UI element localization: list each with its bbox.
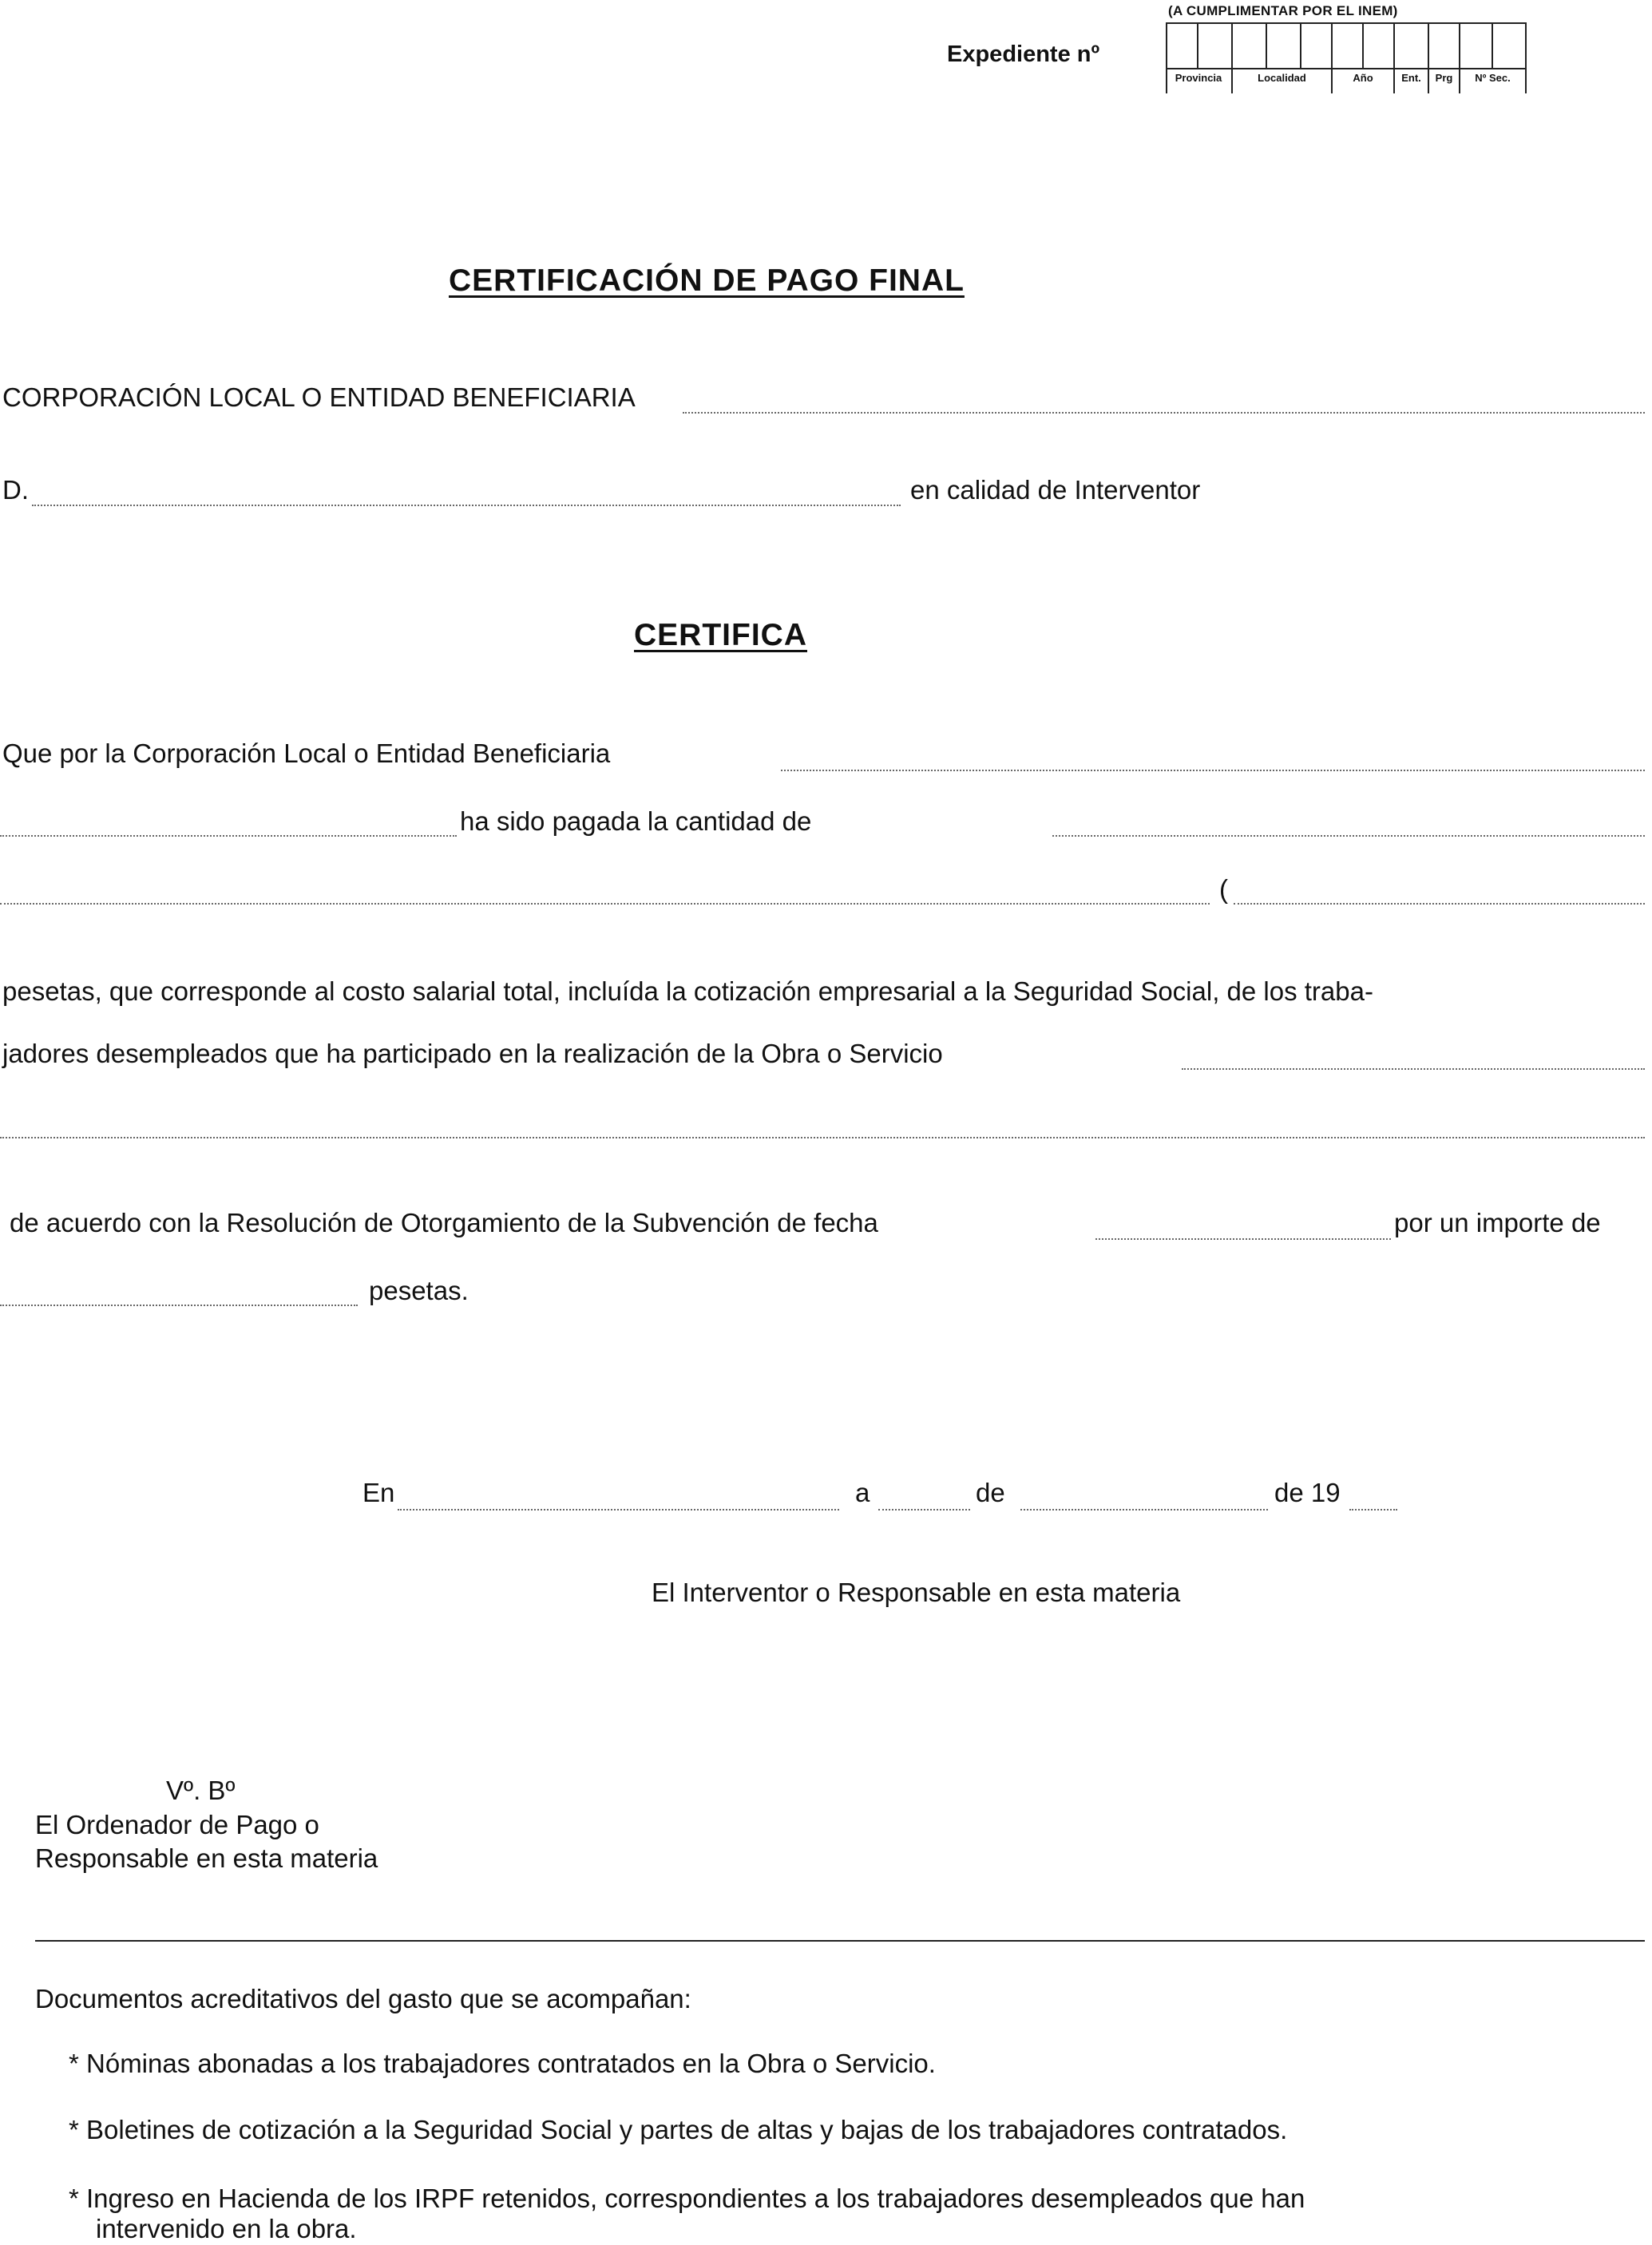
body-line-2: ha sido pagada la cantidad de xyxy=(460,806,812,836)
inem-note: (A CUMPLIMENTAR POR EL INEM) xyxy=(1168,3,1398,18)
vobo-line-1: El Ordenador de Pago o xyxy=(35,1810,319,1839)
obra-servicio-field-cont[interactable] xyxy=(0,1137,1645,1138)
year-field[interactable] xyxy=(1349,1509,1397,1511)
place-a: a xyxy=(855,1478,870,1507)
vobo-mark: Vº. Bº xyxy=(166,1776,236,1805)
expediente-number-grid[interactable] xyxy=(1166,22,1527,93)
body-line-5: jadores desempleados que ha participado en la realización de la Obra o Servicio xyxy=(2,1039,943,1068)
day-field[interactable] xyxy=(878,1509,970,1511)
field-ano: Año xyxy=(1353,72,1373,84)
month-field[interactable] xyxy=(1020,1509,1268,1511)
cantidad-numero-field[interactable] xyxy=(1234,903,1645,905)
field-provincia: Provincia xyxy=(1175,72,1222,84)
certifica-heading: CERTIFICA xyxy=(634,618,807,652)
list-item: * Boletines de cotización a la Seguridad Social y partes de altas y bajas de los trabajadores contratados. xyxy=(69,2115,1288,2144)
paren-open: ( xyxy=(1219,874,1228,904)
place-en: En xyxy=(362,1478,395,1507)
obra-servicio-field[interactable] xyxy=(1182,1068,1645,1070)
field-nsec: Nº Sec. xyxy=(1475,72,1511,84)
cantidad-field[interactable] xyxy=(1052,835,1645,837)
vobo-line-2: Responsable en esta materia xyxy=(35,1843,378,1873)
field-localidad: Localidad xyxy=(1258,72,1306,84)
interventor-name-field[interactable] xyxy=(32,505,901,506)
body-line-7a: de acuerdo con la Resolución de Otorgamiento de la Subvención de fecha xyxy=(10,1208,878,1237)
list-item: * Nóminas abonadas a los trabajadores contratados en la Obra o Servicio. xyxy=(69,2049,936,2078)
documents-heading: Documentos acreditativos del gasto que se acompañan: xyxy=(35,1984,691,2013)
separator-rule xyxy=(35,1940,1645,1942)
interventor-suffix: en calidad de Interventor xyxy=(910,475,1201,505)
place-field[interactable] xyxy=(398,1509,839,1511)
expediente-label: Expediente nº xyxy=(947,42,1100,67)
body-line-8: pesetas. xyxy=(369,1276,469,1305)
body-line-7b: por un importe de xyxy=(1394,1208,1601,1237)
body-line-4: pesetas, que corresponde al costo salarial total, incluída la cotización empresarial a la Seguridad Social, de los traba- xyxy=(2,976,1373,1006)
place-de: de xyxy=(976,1478,1005,1507)
d-label: D. xyxy=(2,475,29,505)
fecha-resolucion-field[interactable] xyxy=(1095,1238,1391,1240)
place-de19: de 19 xyxy=(1274,1478,1341,1507)
list-item: * Ingreso en Hacienda de los IRPF retenidos, correspondientes a los trabajadores desempleados que han xyxy=(69,2184,1305,2213)
cantidad-letras-field[interactable] xyxy=(0,903,1210,905)
entidad-beneficiaria-field[interactable] xyxy=(781,770,1645,771)
body-line-1: Que por la Corporación Local o Entidad Beneficiaria xyxy=(2,738,611,768)
entidad-field[interactable] xyxy=(683,412,1645,414)
entidad-beneficiaria-field-cont[interactable] xyxy=(0,835,457,837)
field-prg: Prg xyxy=(1435,72,1453,84)
list-item: intervenido en la obra. xyxy=(96,2214,357,2243)
document-title: CERTIFICACIÓN DE PAGO FINAL xyxy=(449,263,965,298)
field-ent: Ent. xyxy=(1401,72,1421,84)
entidad-label: CORPORACIÓN LOCAL O ENTIDAD BENEFICIARIA xyxy=(2,382,636,412)
signature-interventor: El Interventor o Responsable en esta materia xyxy=(652,1578,1181,1607)
importe-field[interactable] xyxy=(0,1305,358,1306)
